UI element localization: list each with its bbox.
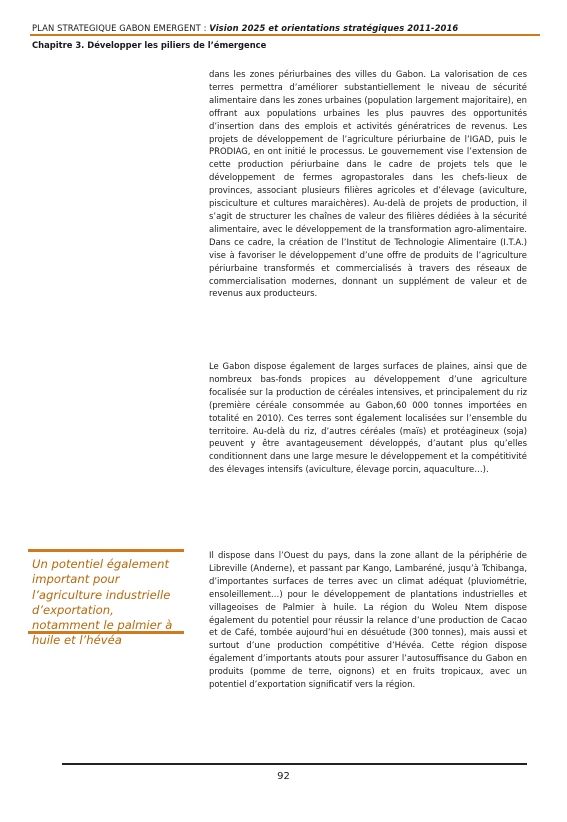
header-title: PLAN STRATEGIQUE GABON EMERGENT :	[32, 23, 210, 33]
page-number: 92	[277, 771, 290, 782]
sidebar-callout	[28, 549, 184, 648]
paragraph-2: Le Gabon dispose également de larges surfaces de plaines, ainsi que de nombreux bas-fonds propices au développement d’une agriculture focalisée sur la production de céréales intensives, et principalement du riz (première céréale consommée au Gabon,60 000 tonnes importées en totalité en 2010). Ces terres sont également localisées sur l’ensemble du territoire. Au-delà du riz, d’autres céréales (maïs) et protéagineux (soja) peuvent y être avantageusement développés, d’autant plus qu’elles conditionnent dans une large mesure le développement et la compétitivité des élevages intensifs (aviculture, élevage porcin, aquaculture…).	[209, 361, 527, 475]
paragraph-3: Il dispose dans l’Ouest du pays, dans la zone allant de la périphérie de Libreville (Anderne), et passant par Kango, Lambaréné, jusqu’à Tchibanga, d’importantes surfaces de terres avec un climat adéquat (pluviométrie, ensoleillement…) pour le développement de plantations industrielles et villageoises de Palmier à huile. La région du Woleu Ntem dispose également du potentiel pour réussir la relance d’une production de Cacao et de Café, tombée aujourd’hui en désuétude (300 tonnes), mais aussi et surtout d’une production compétitive d’Hévéa. Cette région dispose également d’importants atouts pour assurer l’autosuffisance du Gabon en produits (pomme de terre, oignons) et en fruits tropicaux, avec un potentiel d’exportation significatif vers la région.	[209, 550, 527, 690]
page-header	[32, 23, 542, 33]
chapter-title: Chapitre 3. Développer les piliers de l’émergence	[32, 40, 267, 50]
header-divider	[30, 34, 540, 36]
sidebar-callout-text: Un potentiel également important pour l’agriculture industrielle d’exportation, notamment le palmier à huile et l’hévéa	[32, 557, 173, 648]
paragraph-1: dans les zones périurbaines des villes du Gabon. La valorisation de ces terres permettra d’améliorer substantiellement le niveau de sécurité alimentaire dans les zones urbaines (population largement majoritaire), en offrant aux populations urbaines les plus pauvres des opportunités d’insertion dans des emplois et activités génératrices de revenus. Les projets de développement de l’agriculture périurbaine de l’IGAD, puis le PRODIAG, en ont initié le processus. Le gouvernement vise l’extension de cette production périurbaine dans le cadre de projets tels que le développement de fermes agropastorales dans les chefs-lieux de provinces, associant plusieurs filières agricoles et d’élevage (aviculture, pisciculture et cultures maraichères). Au-delà de projets de production, il s’agit de structurer les chaînes de valeur des filières dédiées à la sécurité alimentaire, avec le développement de la transformation agro-alimentaire. Dans ce cadre, la création de l’Institut de Technologie Alimentaire (I.T.A.) vise à favoriser le développement d’une offre de produits de l’agriculture périurbaine transformés et commercialisés à travers des réseaux de commercialisation modernes, donnant un supplément de valeur et de revenus aux producteurs.	[209, 69, 527, 299]
header-subtitle: Vision 2025 et orientations stratégiques 2011-2016	[209, 23, 459, 33]
footer-divider	[62, 763, 527, 765]
